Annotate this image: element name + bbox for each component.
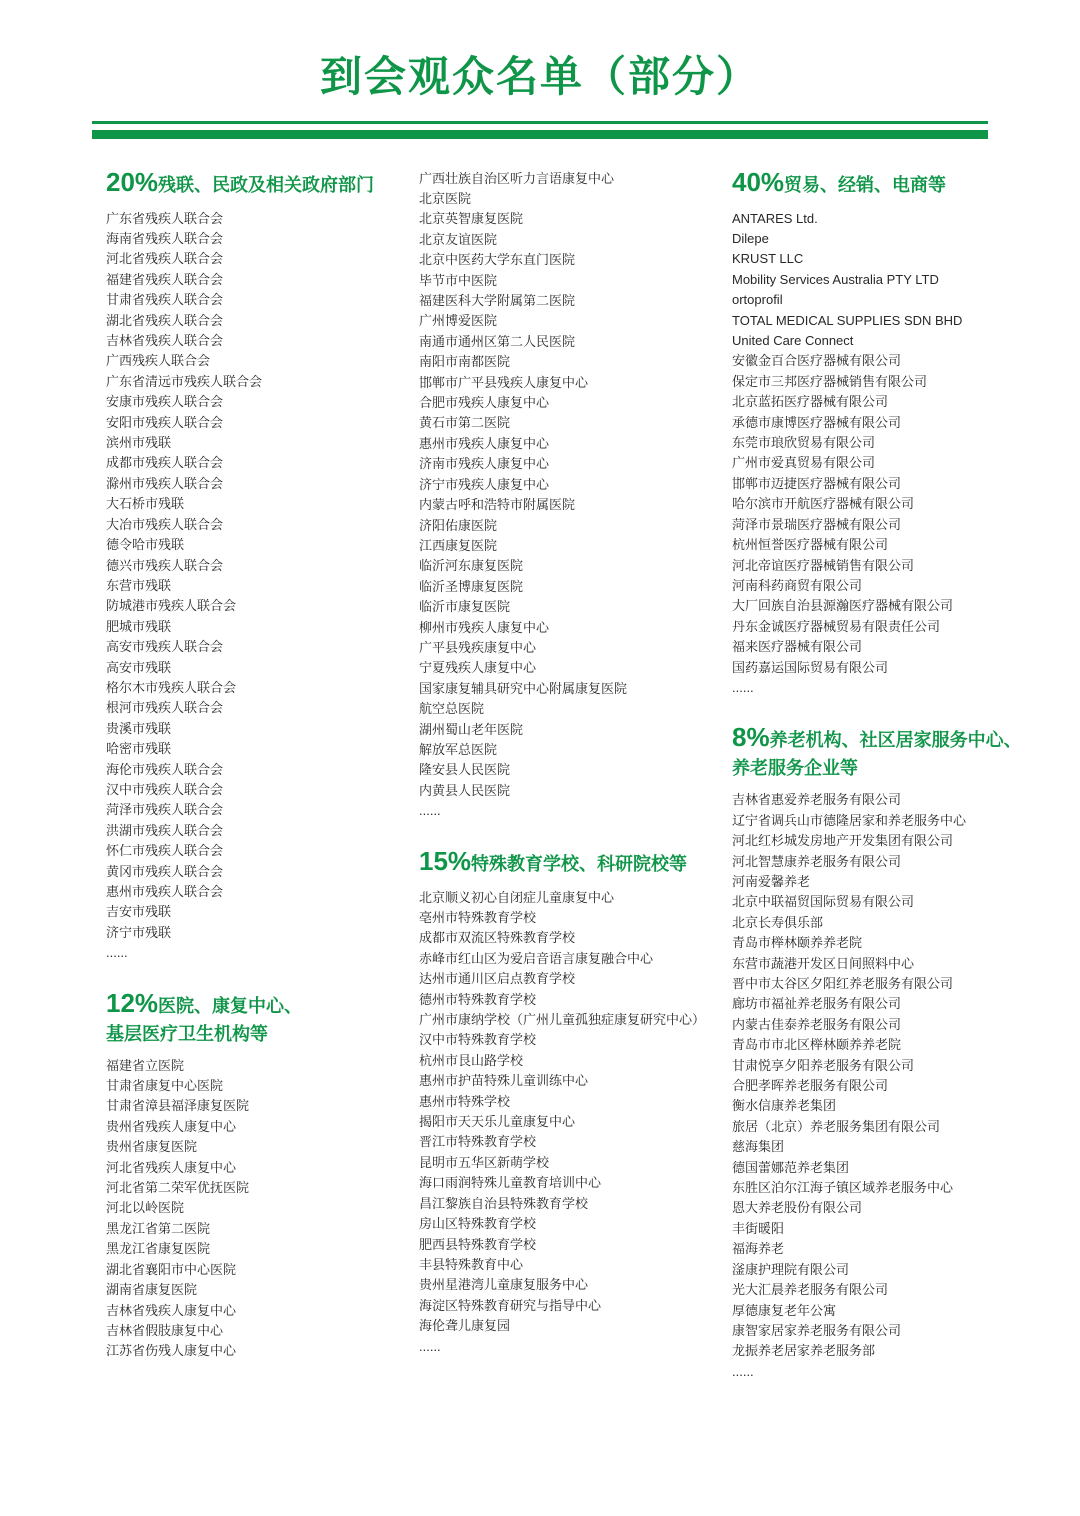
list-item: 北京医院 bbox=[419, 191, 472, 206]
list-item: 赤峰市红山区为爱启音语言康复融合中心 bbox=[419, 950, 654, 966]
list-item: 福海养老 bbox=[732, 1241, 785, 1257]
list-item: 河北省残疾人康复中心 bbox=[106, 1159, 237, 1175]
list-item: 保定市三邦医疗器械销售有限公司 bbox=[732, 373, 928, 389]
list-item: 甘肃省康复中心医院 bbox=[106, 1078, 224, 1094]
list-item: 解放军总医院 bbox=[419, 741, 498, 757]
list-item: ...... bbox=[732, 679, 754, 695]
list-item: 合肥市残疾人康复中心 bbox=[419, 395, 550, 411]
list-item: 丹东金诚医疗器械贸易有限责任公司 bbox=[732, 618, 941, 634]
list-item: 柳州市残疾人康复中心 bbox=[419, 619, 550, 635]
list-item: 晋江市特殊教育学校 bbox=[419, 1134, 537, 1150]
list-item: 大厂回族自治县源瀚医疗器械有限公司 bbox=[732, 598, 954, 614]
list-item: 根河市残疾人联合会 bbox=[106, 700, 224, 716]
list-item: 济宁市残联 bbox=[106, 924, 172, 940]
list-item: 惠州市护苗特殊儿童训练中心 bbox=[419, 1073, 589, 1089]
list-item: 广州市爱真贸易有限公司 bbox=[732, 455, 876, 471]
list-item: 哈尔滨市开航医疗器械有限公司 bbox=[732, 496, 915, 512]
list-item: 福建省残疾人联合会 bbox=[106, 271, 224, 287]
columns-container bbox=[0, 139, 1080, 1383]
list-item: ...... bbox=[419, 1338, 441, 1354]
list-item: 德兴市残疾人联合会 bbox=[106, 557, 224, 573]
list-item: 河北红杉城发房地产开发集团有限公司 bbox=[732, 833, 954, 849]
list-item: 杭州恒誉医疗器械有限公司 bbox=[732, 537, 889, 553]
list-item: 河北省第二荣军优抚医院 bbox=[106, 1180, 250, 1196]
list-item: 惠州市残疾人联合会 bbox=[106, 884, 224, 899]
list-item: 广西残疾人联合会 bbox=[106, 353, 211, 369]
list-item: 洪湖市残疾人联合会 bbox=[106, 822, 224, 838]
page-title: 到会观众名单（部分） bbox=[319, 53, 760, 100]
list-item: 大冶市残疾人联合会 bbox=[106, 516, 224, 532]
list-item: 厚德康复老年公寓 bbox=[732, 1302, 837, 1318]
list-item: 晋中市太谷区夕阳红养老服务有限公司 bbox=[732, 976, 954, 991]
list-item: 德令哈市残联 bbox=[106, 537, 185, 553]
list-item: 吉林省惠爱养老服务有限公司 bbox=[732, 792, 902, 808]
list-item: 海伦市残疾人联合会 bbox=[106, 761, 224, 777]
list-item: 辽宁省调兵山市德隆居家和养老服务中心 bbox=[732, 812, 967, 828]
list-item: 国家康复辅具研究中心附属康复医院 bbox=[419, 680, 628, 696]
section-label-line2: 基层医疗卫生机构等 bbox=[106, 1023, 268, 1044]
list-item: 青岛市市北区榉林颐养养老院 bbox=[732, 1037, 902, 1053]
list-item: 福建医科大学附属第二医院 bbox=[419, 293, 576, 309]
list-item: 海口雨润特殊儿童教育培训中心 bbox=[419, 1175, 602, 1191]
section-header bbox=[106, 987, 401, 1047]
list-item: 湖南省康复医院 bbox=[106, 1282, 198, 1298]
attendee-list bbox=[419, 888, 714, 1357]
list-item: 哈密市残联 bbox=[106, 741, 172, 757]
section-label: 医院、康复中心、 bbox=[158, 995, 303, 1016]
divider-line-thin bbox=[92, 121, 988, 124]
list-item: 福建省立医院 bbox=[106, 1057, 185, 1073]
list-item: 丰街暖阳 bbox=[732, 1220, 785, 1236]
list-item: 昌江黎族自治县特殊教育学校 bbox=[419, 1195, 589, 1211]
list-item: 甘肃悦享夕阳养老服务有限公司 bbox=[732, 1057, 915, 1073]
list-item: 内黄县人民医院 bbox=[419, 782, 511, 798]
list-item: 河北智慧康养老服务有限公司 bbox=[732, 853, 902, 869]
list-item: 吉林省残疾人联合会 bbox=[106, 333, 224, 349]
list-item: 海淀区特殊教育研究与指导中心 bbox=[419, 1297, 602, 1313]
list-item: 北京蓝拓医疗器械有限公司 bbox=[732, 394, 889, 410]
section-percent: 12% bbox=[106, 987, 159, 1018]
list-item: 河北帝谊医疗器械销售有限公司 bbox=[732, 557, 915, 573]
section-header bbox=[732, 724, 1027, 781]
list-item: 揭阳市天天乐儿童康复中心 bbox=[419, 1114, 576, 1130]
list-item: 安徽金百合医疗器械有限公司 bbox=[732, 353, 902, 369]
list-item: 贵州省残疾人康复中心 bbox=[106, 1118, 237, 1134]
list-item: 江西康复医院 bbox=[419, 537, 498, 553]
list-item: 衡水信康养老集团 bbox=[732, 1098, 837, 1114]
list-item: 慈海集团 bbox=[732, 1139, 785, 1155]
section-label: 养老机构、社区居家服务中心、 bbox=[769, 730, 1022, 751]
list-item: 吉林省残疾人康复中心 bbox=[106, 1302, 237, 1318]
section-header bbox=[419, 845, 714, 879]
list-item: 防城港市残疾人联合会 bbox=[106, 598, 237, 614]
list-item: 宁夏残疾人康复中心 bbox=[419, 660, 537, 676]
list-item: 湖北省襄阳市中心医院 bbox=[106, 1261, 237, 1277]
column-middle bbox=[419, 169, 714, 1357]
list-item: 河南爱馨养老 bbox=[732, 873, 811, 889]
list-item: 肥城市残联 bbox=[106, 618, 172, 634]
list-item: 北京中医药大学东直门医院 bbox=[419, 252, 576, 268]
list-item: ANTARES Ltd. bbox=[732, 210, 818, 226]
section-label: 贸易、经销、电商等 bbox=[784, 174, 947, 195]
list-item: 大石桥市残联 bbox=[106, 496, 185, 512]
list-item: ...... bbox=[419, 803, 441, 819]
attendee-list bbox=[419, 169, 714, 822]
section-label: 残联、民政及相关政府部门 bbox=[158, 174, 375, 195]
list-item: 德国蕾娜范养老集团 bbox=[732, 1159, 850, 1175]
list-item: 高安市残疾人联合会 bbox=[106, 639, 224, 655]
list-item: 黄冈市残疾人联合会 bbox=[106, 863, 224, 879]
attendee-list bbox=[106, 1056, 401, 1362]
section-percent: 15% bbox=[419, 845, 472, 876]
list-item: 广州博爱医院 bbox=[419, 313, 498, 329]
section-percent: 8% bbox=[732, 722, 770, 753]
list-item: 贵溪市残联 bbox=[106, 720, 172, 736]
section-percent: 20% bbox=[106, 166, 159, 197]
list-item: 昆明市五华区新萌学校 bbox=[419, 1154, 550, 1170]
list-item: 广东省残疾人联合会 bbox=[106, 210, 224, 226]
list-item: 湖北省残疾人联合会 bbox=[106, 312, 224, 328]
list-item: 江苏省伤残人康复中心 bbox=[106, 1343, 237, 1359]
list-item: 济宁市残疾人康复中心 bbox=[419, 476, 550, 492]
list-item: 内蒙古呼和浩特市附属医院 bbox=[419, 497, 576, 513]
list-item: 汉中市特殊教育学校 bbox=[419, 1032, 537, 1048]
list-item: 北京顺义初心自闭症儿童康复中心 bbox=[419, 889, 615, 905]
list-item: 杭州市艮山路学校 bbox=[419, 1052, 524, 1068]
list-item: 南通市通州区第二人民医院 bbox=[419, 333, 576, 349]
list-item: 安康市残疾人联合会 bbox=[106, 394, 224, 410]
list-item: 河北以岭医院 bbox=[106, 1200, 185, 1216]
list-item: 邯郸市迈捷医疗器械有限公司 bbox=[732, 475, 902, 491]
list-item: 海伦聋儿康复园 bbox=[419, 1318, 511, 1334]
list-item: 青岛市榉林颐养养老院 bbox=[732, 935, 863, 951]
list-item: 丰县特殊教育中心 bbox=[419, 1256, 524, 1272]
list-item: 临沂河东康复医院 bbox=[419, 558, 524, 574]
list-item: 北京长寿俱乐部 bbox=[732, 914, 824, 930]
list-item: 承德市康博医疗器械有限公司 bbox=[732, 414, 902, 430]
list-item: 邯郸市广平县残疾人康复中心 bbox=[419, 374, 589, 390]
list-item: Dilepe bbox=[732, 231, 769, 246]
attendee-list bbox=[106, 209, 401, 964]
list-item: Mobility Services Australia PTY LTD bbox=[732, 271, 939, 287]
list-item: 航空总医院 bbox=[419, 701, 485, 717]
list-item: 北京英智康复医院 bbox=[419, 211, 524, 227]
list-item: 北京中联福贸国际贸易有限公司 bbox=[732, 894, 915, 910]
list-item: 东营市残联 bbox=[106, 577, 172, 593]
list-item: 东营市蔬港开发区日间照料中心 bbox=[732, 955, 915, 971]
list-item: 河南科药商贸有限公司 bbox=[732, 577, 863, 593]
list-item: 广州市康纳学校（广州儿童孤独症康复研究中心） bbox=[419, 1012, 706, 1028]
divider-line-thick bbox=[92, 130, 988, 139]
list-item: 贵州星港湾儿童康复服务中心 bbox=[419, 1277, 589, 1293]
list-item: 黑龙江省第二医院 bbox=[106, 1220, 211, 1236]
list-item: 滏康护理院有限公司 bbox=[732, 1261, 850, 1277]
list-item: 毕节市中医院 bbox=[419, 272, 498, 288]
section-label: 特殊教育学校、科研院校等 bbox=[471, 853, 688, 874]
list-item: 国药嘉运国际贸易有限公司 bbox=[732, 659, 889, 675]
section-percent: 40% bbox=[732, 166, 785, 197]
list-item: 贵州省康复医院 bbox=[106, 1139, 198, 1155]
list-item: 安阳市残疾人联合会 bbox=[106, 414, 224, 430]
list-item: 济阳佑康医院 bbox=[419, 517, 498, 533]
list-item: 甘肃省残疾人联合会 bbox=[106, 292, 224, 308]
list-item: United Care Connect bbox=[732, 333, 854, 349]
list-item: 菏泽市景瑞医疗器械有限公司 bbox=[732, 516, 902, 532]
list-item: 廊坊市福祉养老服务有限公司 bbox=[732, 996, 902, 1012]
attendee-list bbox=[732, 790, 1027, 1382]
list-item: ortoprofil bbox=[732, 292, 783, 308]
list-item: 龙振养老居家养老服务部 bbox=[732, 1343, 876, 1359]
list-item: 怀仁市残疾人联合会 bbox=[106, 843, 224, 859]
list-item: KRUST LLC bbox=[732, 251, 804, 267]
list-item: 惠州市残疾人康复中心 bbox=[419, 435, 550, 451]
section-header bbox=[732, 166, 1027, 200]
list-item: 黑龙江省康复医院 bbox=[106, 1241, 211, 1257]
list-item: 成都市双流区特殊教育学校 bbox=[419, 930, 576, 946]
list-item: 隆安县人民医院 bbox=[419, 762, 511, 778]
list-item: 广西壮族自治区听力言语康复中心 bbox=[419, 170, 615, 186]
list-item: 德州市特殊教育学校 bbox=[419, 991, 537, 1007]
list-item: 亳州市特殊教育学校 bbox=[419, 910, 537, 925]
column-right bbox=[732, 166, 1027, 1383]
list-item: 河北省残疾人联合会 bbox=[106, 251, 224, 267]
list-item: 康智家居家养老服务有限公司 bbox=[732, 1322, 902, 1338]
list-item: TOTAL MEDICAL SUPPLIES SDN BHD bbox=[732, 312, 963, 328]
list-item: 成都市残疾人联合会 bbox=[106, 455, 224, 471]
list-item: 南阳市南都医院 bbox=[419, 354, 511, 370]
list-item: ...... bbox=[106, 945, 128, 961]
section-label-line2: 养老服务企业等 bbox=[732, 758, 858, 779]
list-item: 湖州蜀山老年医院 bbox=[419, 721, 524, 737]
list-item: 东胜区泊尔江海子镇区域养老服务中心 bbox=[732, 1180, 954, 1196]
list-item: 高安市残联 bbox=[106, 659, 172, 675]
list-item: 广东省清远市残疾人联合会 bbox=[106, 373, 263, 389]
list-item: 旅居（北京）养老服务集团有限公司 bbox=[732, 1118, 941, 1134]
section-header bbox=[106, 166, 401, 200]
list-item: 东莞市琅欣贸易有限公司 bbox=[732, 435, 876, 451]
list-item: 内蒙古佳泰养老服务有限公司 bbox=[732, 1016, 902, 1032]
list-item: 肥西县特殊教育学校 bbox=[419, 1236, 537, 1252]
list-item: 汉中市残疾人联合会 bbox=[106, 781, 224, 797]
list-item: 房山区特殊教育学校 bbox=[419, 1216, 537, 1232]
list-item: 临沂市康复医院 bbox=[419, 599, 511, 615]
list-item: 格尔木市残疾人联合会 bbox=[106, 679, 237, 695]
list-item: 吉安市残联 bbox=[106, 904, 172, 920]
list-item: ...... bbox=[732, 1363, 754, 1379]
column-left bbox=[106, 166, 401, 1362]
list-item: 临沂圣博康复医院 bbox=[419, 578, 524, 594]
list-item: 甘肃省漳县福泽康复医院 bbox=[106, 1098, 250, 1114]
list-item: 恩大养老股份有限公司 bbox=[732, 1200, 863, 1216]
list-item: 福来医疗器械有限公司 bbox=[732, 639, 863, 655]
list-item: 广平县残疾康复中心 bbox=[419, 639, 537, 655]
attendee-list bbox=[732, 209, 1027, 699]
list-item: 惠州市特殊学校 bbox=[419, 1093, 511, 1109]
list-item: 吉林省假肢康复中心 bbox=[106, 1322, 224, 1338]
attendee-list-page bbox=[0, 50, 1080, 1516]
list-item: 合肥孝晖养老服务有限公司 bbox=[732, 1078, 889, 1094]
list-item: 达州市通川区启点教育学校 bbox=[419, 971, 576, 987]
list-item: 滨州市残联 bbox=[106, 435, 172, 451]
list-item: 北京友谊医院 bbox=[419, 231, 498, 247]
list-item: 济南市残疾人康复中心 bbox=[419, 456, 550, 472]
list-item: 滁州市残疾人联合会 bbox=[106, 475, 224, 491]
list-item: 菏泽市残疾人联合会 bbox=[106, 802, 224, 818]
list-item: 海南省残疾人联合会 bbox=[106, 231, 224, 246]
list-item: 光大汇晨养老服务有限公司 bbox=[732, 1282, 889, 1298]
list-item: 黄石市第二医院 bbox=[419, 415, 511, 431]
